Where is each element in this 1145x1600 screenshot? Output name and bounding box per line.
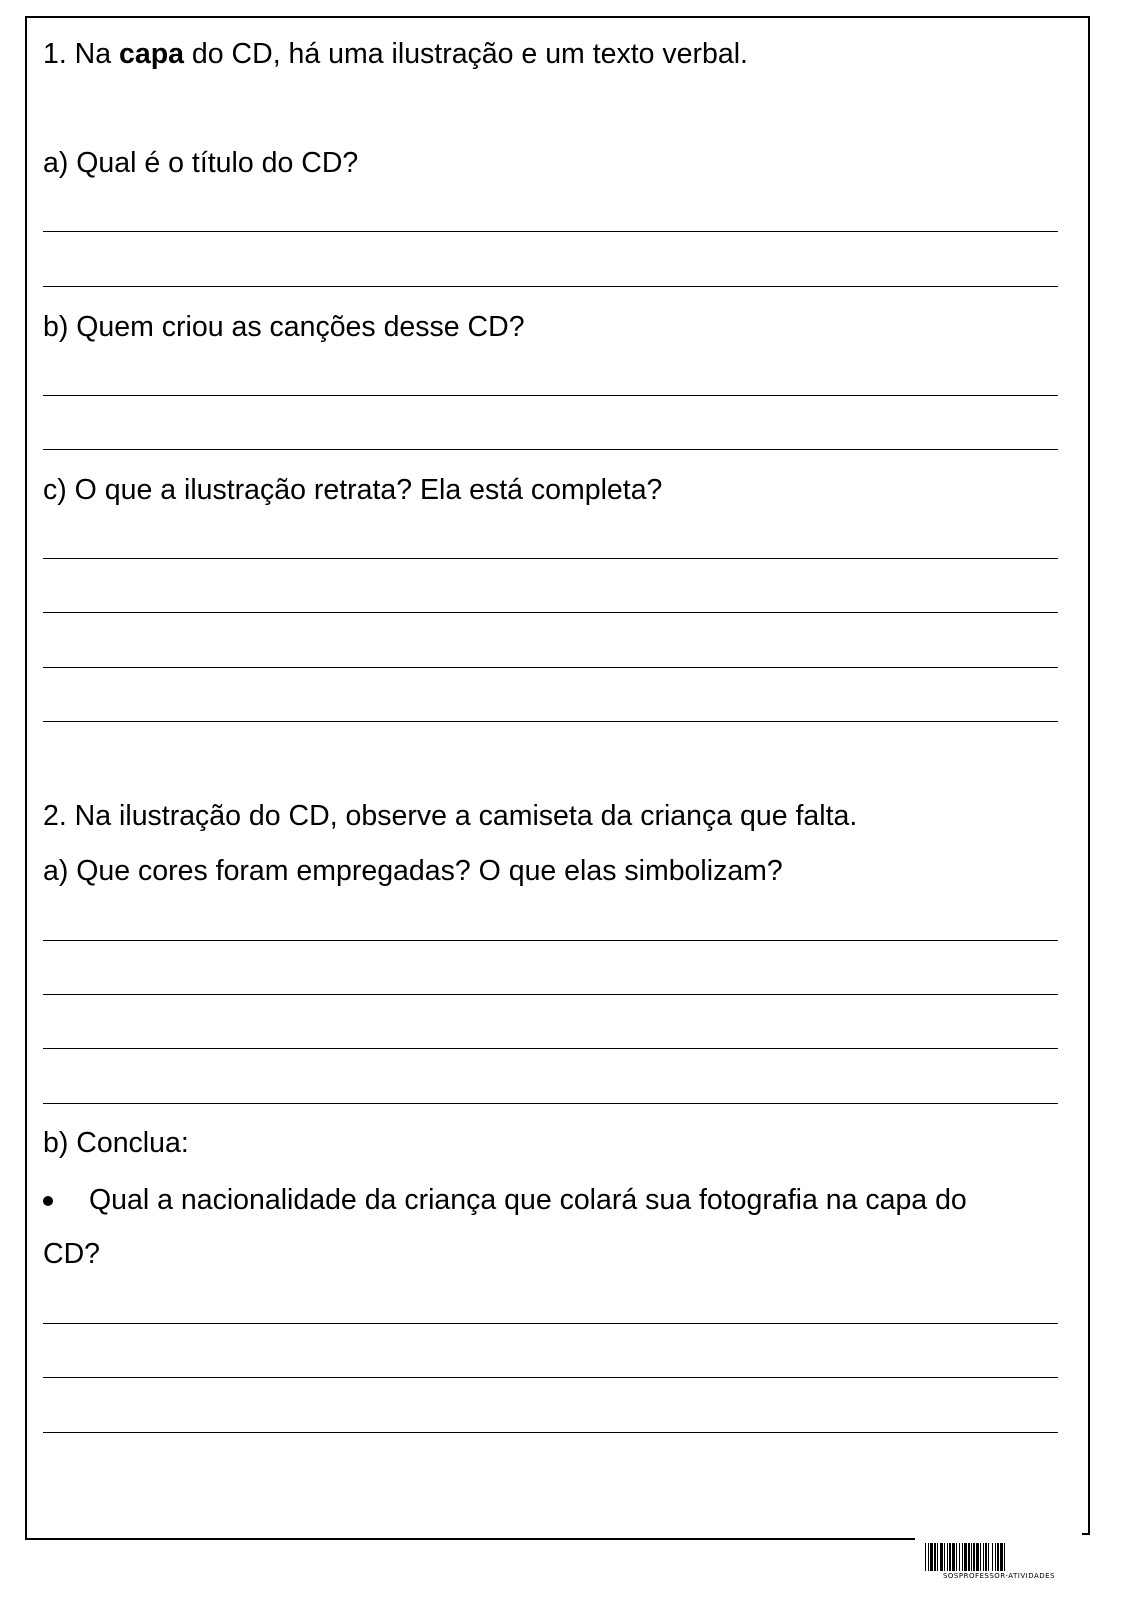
question-2a-text: a) Que cores foram empregadas? O que elas simbolizam? [43, 855, 783, 887]
answer-line-1a-1[interactable] [43, 231, 1058, 232]
barcode-bar [962, 1543, 963, 1571]
barcode-bar [1004, 1543, 1005, 1571]
barcode-bar [1000, 1543, 1003, 1571]
answer-line-1b-2[interactable] [43, 449, 1058, 450]
barcode-bar [956, 1543, 957, 1571]
barcode-bar [995, 1543, 996, 1571]
barcode-bar [964, 1543, 967, 1571]
barcode-bar [947, 1543, 948, 1571]
question-2b-text: b) Conclua: [43, 1127, 189, 1159]
barcode-bar [973, 1543, 975, 1571]
question-2b-bullet-line-2: CD? [43, 1238, 101, 1270]
question-1-prompt-start: 1. Na [43, 38, 120, 70]
barcode-icon [925, 1543, 1073, 1571]
barcode-bar [988, 1543, 989, 1571]
answer-line-1a-2[interactable] [43, 286, 1058, 287]
barcode-bar [983, 1543, 984, 1571]
answer-line-2a-1[interactable] [43, 940, 1058, 941]
barcode-bar [934, 1543, 936, 1571]
answer-line-2b-2[interactable] [43, 1377, 1058, 1378]
answer-line-2a-4[interactable] [43, 1103, 1058, 1104]
page-border-corner [1082, 1533, 1090, 1535]
answer-line-1b-1[interactable] [43, 395, 1058, 396]
barcode-bar [976, 1543, 979, 1571]
barcode-bar [928, 1543, 929, 1571]
question-1b-text: b) Quem criou as canções desse CD? [43, 311, 525, 343]
page-border-right [1088, 16, 1090, 1534]
barcode-bar [944, 1543, 945, 1571]
answer-line-2a-2[interactable] [43, 994, 1058, 995]
question-2-prompt: 2. Na ilustração do CD, observe a camiseta da criança que falta. [43, 800, 858, 832]
question-1-keyword: capa [119, 38, 185, 70]
page-border-bottom [25, 1538, 915, 1540]
question-1a-text: a) Qual é o título do CD? [43, 147, 359, 179]
barcode-bar [971, 1543, 972, 1571]
answer-line-1c-3[interactable] [43, 667, 1058, 668]
barcode-bar [952, 1543, 955, 1571]
answer-line-2b-1[interactable] [43, 1323, 1058, 1324]
barcode-bar [937, 1543, 938, 1571]
barcode-bar [949, 1543, 951, 1571]
barcode-bar [959, 1543, 960, 1571]
barcode-bar [968, 1543, 970, 1571]
barcode-bar [925, 1543, 926, 1571]
barcode-bar [940, 1543, 943, 1571]
barcode-bar [980, 1543, 981, 1571]
answer-line-1c-1[interactable] [43, 558, 1058, 559]
question-2b-bullet-line-1: Qual a nacionalidade da criança que colará sua fotografia na capa do [89, 1184, 967, 1216]
barcode-bar [992, 1543, 993, 1571]
question-1c-text: c) O que a ilustração retrata? Ela está completa? [43, 474, 663, 506]
bullet-icon [43, 1196, 53, 1206]
barcode-caption: SOSPROFESSOR-ATIVIDADES [942, 1572, 1056, 1580]
answer-line-1c-4[interactable] [43, 721, 1058, 722]
barcode-bar [985, 1543, 987, 1571]
question-1-prompt [43, 37, 748, 71]
barcode-bar [930, 1543, 933, 1571]
barcode-bar [997, 1543, 999, 1571]
answer-line-2a-3[interactable] [43, 1048, 1058, 1049]
answer-line-2b-3[interactable] [43, 1432, 1058, 1433]
answer-line-1c-2[interactable] [43, 612, 1058, 613]
page-border-left [25, 16, 27, 1540]
page-border-top [25, 16, 1090, 18]
question-1-prompt-end: do CD, há uma ilustração e um texto verbal. [184, 38, 748, 70]
